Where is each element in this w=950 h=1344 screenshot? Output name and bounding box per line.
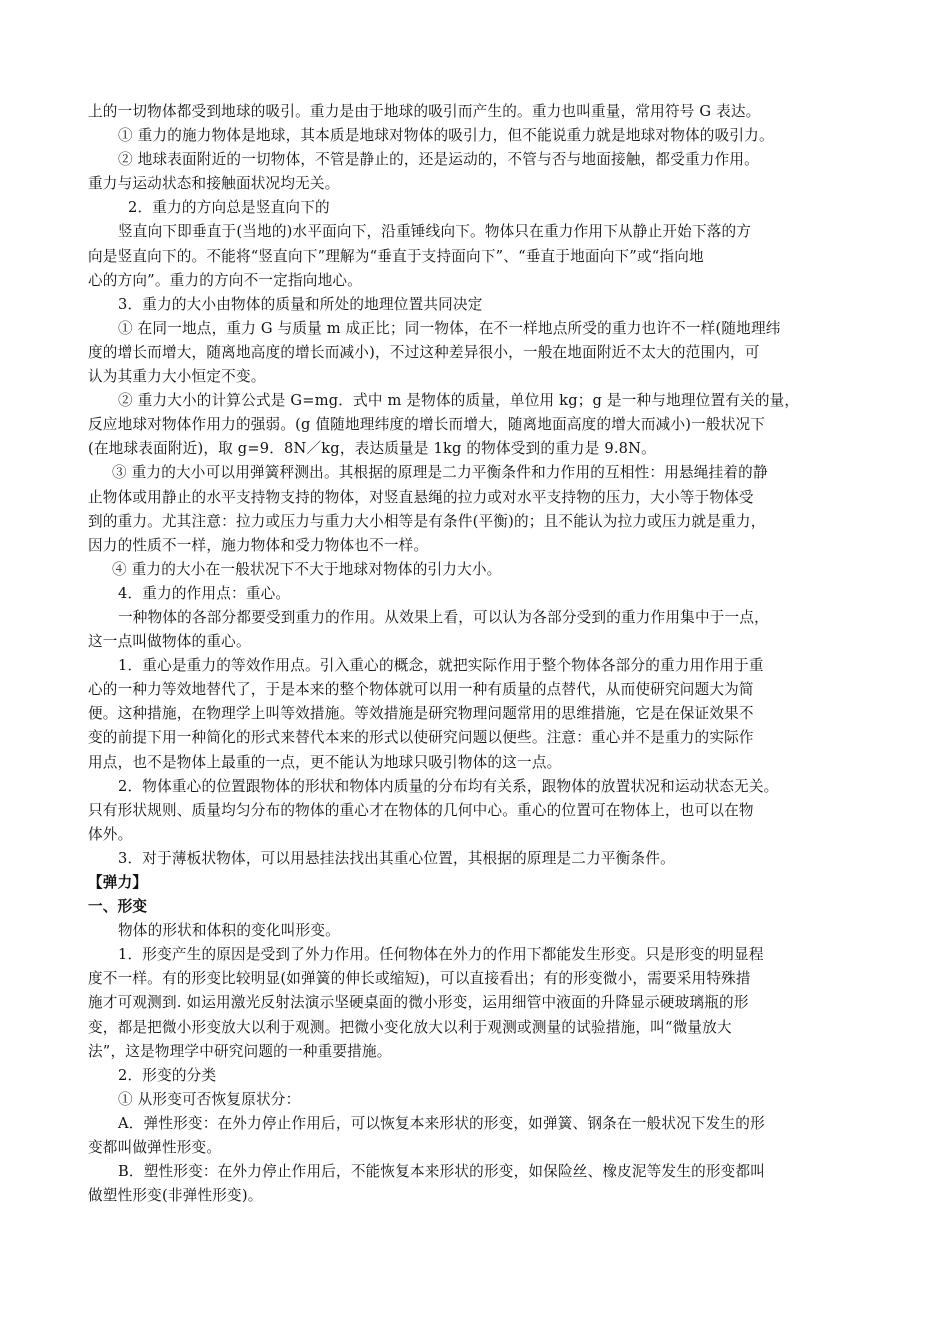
text-line: 上的一切物体都受到地球的吸引。重力是由于地球的吸引而产生的。重力也叫重量，常用符号 G 表达。 [88, 103, 761, 120]
text-line: 止物体或用静止的水平支持物支持的物体，对竖直悬绳的拉力或对水平支持物的压力，大小等于物体受 [88, 488, 754, 506]
text-line: 3．对于薄板状物体，可以用悬挂法找出其重心位置，其根据的原理是二力平衡条件。 [118, 849, 675, 867]
text-line: 认为其重力大小恒定不变。 [88, 368, 266, 386]
text-line: 这一点叫做物体的重心。 [88, 633, 251, 651]
text-line: 心的方向”。重力的方向不一定指向地心。 [88, 271, 362, 289]
text-line: 2．形变的分类 [118, 1066, 217, 1084]
text-line: 物体的形状和体积的变化叫形变。 [118, 922, 340, 940]
text-line: 法”，这是物理学中研究问题的一种重要措施。 [88, 1042, 392, 1060]
text-line: ③ 重力的大小可以用弹簧秤测出。其根据的原理是二力平衡条件和力作用的互相性：用悬绳挂着的静 [112, 464, 768, 482]
text-line: 变的前提下用一种简化的形式来替代本来的形式以使研究问题以便些。注意：重心并不是重力的实际作 [88, 729, 754, 747]
text-line: 只有形状规则、质量均匀分布的物体的重心才在物体的几何中心。重心的位置可在物体上，也可以在物 [88, 801, 754, 819]
text-line: 度不一样。有的形变比较明显(如弹簧的伸长或缩短)，可以直接看出；有的形变微小，需要采用特殊措 [88, 970, 751, 988]
text-line: 2．物体重心的位置跟物体的形状和物体内质量的分布均有关系，跟物体的放置状况和运动状态无关。 [118, 777, 779, 795]
text-line: 变，都是把微小形变放大以利于观测。把微小变化放大以利于观测或测量的试验措施，叫“微量放大 [88, 1018, 732, 1036]
text-line: ① 在同一地点，重力 G 与质量 m 成正比；同一物体，在不一样地点所受的重力也许不一样(随地理纬 [118, 319, 781, 337]
text-line: ① 重力的施力物体是地球，其本质是地球对物体的吸引力，但不能说重力就是地球对物体的吸引力。 [118, 127, 774, 145]
text-line: 变都叫做弹性形变。 [88, 1139, 222, 1157]
text-line: 到的重力。尤其注意：拉力或压力与重力大小相等是有条件(平衡)的；且不能认为拉力或压力就是重力， [88, 512, 766, 530]
text-line: 重力与运动状态和接触面状况均无关。 [88, 175, 340, 193]
text-line: 做塑性形变(非弹性形变)。 [88, 1187, 263, 1205]
text-line: (在地球表面附近)，取 g=9．8N／kg，表达质量是 1kg 的物体受到的重力是 9.8N。 [88, 440, 656, 458]
text-line: 一种物体的各部分都要受到重力的作用。从效果上看，可以认为各部分受到的重力作用集中于一点， [118, 608, 769, 626]
text-line: 3．重力的大小由物体的质量和所处的地理位置共同决定 [118, 295, 483, 313]
text-line: 竖直向下即垂直于(当地的)水平面向下，沿重锤线向下。物体只在重力作用下从静止开始下落的方 [118, 223, 752, 241]
text-line: 1．形变产生的原因是受到了外力作用。任何物体在外力的作用下都能发生形变。只是形变的明显程 [118, 946, 764, 964]
text-line: 4．重力的作用点：重心。 [118, 584, 291, 602]
text-line: 1．重心是重力的等效作用点。引入重心的概念，就把实际作用于整个物体各部分的重力用作用于重 [118, 657, 764, 675]
text-line: B．塑性形变：在外力停止作用后，不能恢复本来形状的形变，如保险丝、橡皮泥等发生的形变都叫 [118, 1163, 766, 1181]
document-body [88, 100, 866, 1208]
text-line: 便。这种措施，在物理学上叫等效措施。等效措施是研究物理问题常用的思维措施，它是在保证效果不 [88, 705, 754, 723]
section-heading: 【弹力】 [88, 874, 148, 891]
text-line: 施才可观测到. 如运用激光反射法演示坚硬桌面的微小形变，运用细管中液面的升降显示硬玻璃瓶的形 [88, 994, 749, 1012]
text-line: 向是竖直向下的。不能将“竖直向下”理解为“垂直于支持面向下”、“垂直于地面向下”或“指向地 [88, 247, 704, 265]
text-line: ② 地球表面附近的一切物体，不管是静止的，还是运动的，不管与否与地面接触，都受重力作用。 [118, 151, 759, 169]
text-line: 用点，也不是物体上最重的一点，更不能认为地球只吸引物体的这一点。 [88, 753, 562, 771]
text-line: 因力的性质不一样，施力物体和受力物体也不一样。 [88, 536, 429, 554]
text-line: 心的一种力等效地替代了，于是本来的整个物体就可以用一种有质量的点替代，从而使研究问题大为简 [88, 681, 754, 699]
text-line: 反应地球对物体作用力的强弱。(g 值随地理纬度的增长而增大，随离地面高度的增大而减小)一般状况下 [88, 416, 766, 434]
text-line: 体外。 [88, 825, 133, 843]
text-line: 度的增长而增大，随离地高度的增长而减小)，不过这种差异很小，一般在地面附近不太大的范围内，可 [88, 343, 760, 361]
text-line: ① 从形变可否恢复原状分： [118, 1090, 301, 1108]
text-line: ④ 重力的大小在一般状况下不大于地球对物体的引力大小。 [112, 560, 502, 578]
text-line: ② 重力大小的计算公式是 G=mg．式中 m 是物体的质量，单位用 kg；g 是一种与地理位置有关的量， [118, 392, 800, 410]
text-line: 2．重力的方向总是竖直向下的 [128, 199, 330, 217]
text-line: A．弹性形变：在外力停止作用后，可以恢复本来形状的形变，如弹簧、钢条在一般状况下发生的形 [118, 1114, 765, 1132]
section-heading: 一、形变 [88, 898, 148, 916]
